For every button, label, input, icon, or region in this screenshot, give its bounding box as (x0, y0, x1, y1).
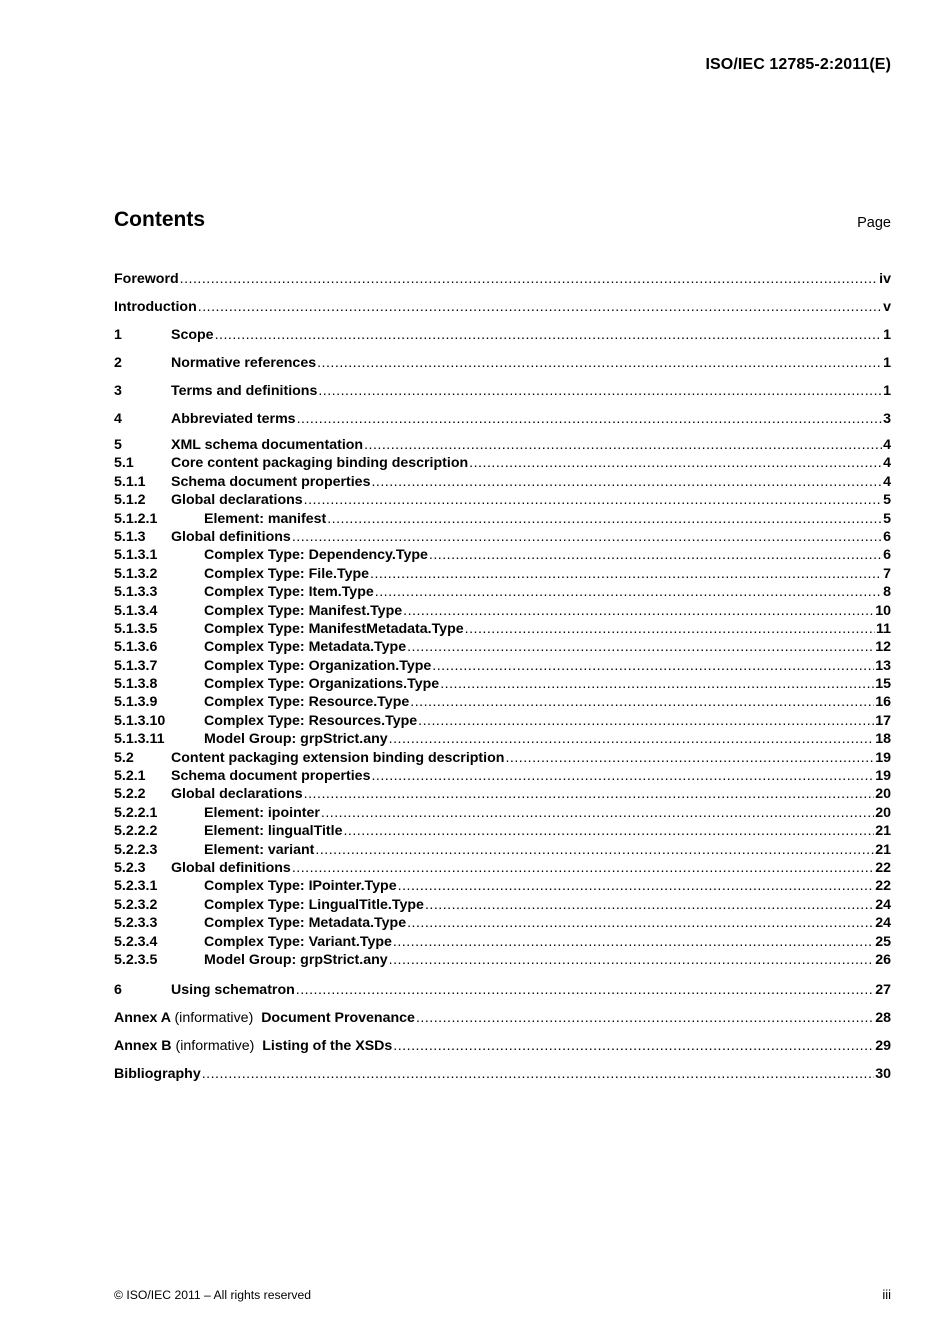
toc-entry[interactable] (114, 914, 891, 932)
toc-entry-title: Bibliography (114, 1065, 201, 1082)
toc-entry-page: 27 (875, 981, 891, 998)
toc-entry-page: 8 (883, 584, 891, 601)
toc-entry-number: 5.1 (114, 455, 134, 472)
dot-leader (375, 583, 882, 601)
toc-entry-page: 6 (883, 547, 891, 564)
dot-leader (296, 979, 874, 1001)
toc-entry-page: 4 (883, 473, 891, 490)
dot-leader (202, 1063, 875, 1085)
toc-entry-page: 28 (875, 1009, 891, 1026)
toc-entry-number: 5.1.3.8 (114, 676, 158, 693)
toc-entry[interactable] (114, 896, 891, 914)
toc-entry[interactable] (114, 767, 891, 785)
toc-entry-page: 20 (875, 804, 891, 821)
toc-entry-number: 5.2.3.5 (114, 951, 158, 968)
annex-informative-label: (informative) (174, 1009, 254, 1026)
toc-entry-title: Element: manifest (204, 510, 327, 527)
toc-entry-title: Model Group: grpStrict.any (204, 731, 388, 748)
toc-entry-page: 11 (876, 620, 891, 637)
dot-leader (371, 473, 882, 491)
toc-entry-page: 5 (883, 492, 891, 509)
toc-entry-page: 16 (875, 694, 891, 711)
annex-label: Annex A (114, 1009, 171, 1026)
toc-entry-number: 5.2.2 (114, 786, 146, 803)
toc-entry-title: Complex Type: Organizations.Type (204, 676, 440, 693)
toc-entry-page: 17 (875, 712, 891, 729)
toc-entry-number: 5.2 (114, 749, 134, 766)
toc-entry-title (114, 1035, 392, 1057)
dot-leader (371, 767, 874, 785)
toc-entry-title: Schema document properties (171, 473, 371, 490)
toc-entry[interactable] (114, 473, 891, 491)
toc-entry-page: 1 (883, 355, 891, 371)
toc-entry-title: Global definitions (171, 528, 291, 545)
toc-entry-title: Element: lingualTitle (204, 823, 343, 840)
toc-entry-page: iv (879, 271, 891, 287)
copyright-notice: © ISO/IEC 2011 – All rights reserved (114, 1288, 312, 1302)
toc-entry-number: 5.2.3 (114, 859, 146, 876)
toc-entry-title: Complex Type: Resources.Type (204, 712, 418, 729)
toc-entry-page: 13 (875, 657, 891, 674)
dot-leader (432, 657, 874, 675)
dot-leader (198, 296, 882, 318)
toc-entry-page: 24 (875, 915, 891, 932)
toc-entry[interactable] (114, 565, 891, 583)
toc-entry[interactable] (114, 546, 891, 564)
toc-entry-title: Complex Type: File.Type (204, 565, 370, 582)
toc-entry-number: 1 (114, 327, 122, 343)
toc-entry-number: 5.1.3.5 (114, 620, 158, 637)
toc-entry-page: 19 (875, 749, 891, 766)
toc-entry[interactable] (114, 408, 891, 436)
toc-entry-page: 24 (875, 896, 891, 913)
toc-entry[interactable] (114, 730, 891, 748)
toc-entry-title: Complex Type: IPointer.Type (204, 878, 397, 895)
toc-entry[interactable] (114, 296, 891, 324)
toc-entry-number: 5.2.1 (114, 768, 146, 785)
dot-leader (292, 859, 874, 877)
dot-leader (389, 951, 875, 969)
toc-entry[interactable] (114, 528, 891, 546)
dot-leader (304, 491, 882, 509)
toc-entry[interactable] (114, 951, 891, 979)
toc-entry-number: 5.1.3.4 (114, 602, 158, 619)
dot-leader (469, 454, 882, 472)
toc-entry-page: 5 (883, 510, 891, 527)
toc-entry[interactable] (114, 352, 891, 380)
toc-entry-title: Complex Type: Metadata.Type (204, 639, 407, 656)
table-of-contents (114, 268, 891, 1091)
toc-entry-title: Global definitions (171, 859, 291, 876)
annex-title: Listing of the XSDs (262, 1037, 393, 1054)
toc-entry[interactable] (114, 693, 891, 711)
toc-entry-number: 5.2.3.1 (114, 878, 158, 895)
toc-entry[interactable] (114, 785, 891, 803)
toc-entry-page: 4 (883, 437, 891, 453)
toc-entry-title: Element: variant (204, 841, 315, 858)
dot-leader (416, 1007, 874, 1029)
toc-entry-title: Complex Type: ManifestMetadata.Type (204, 620, 464, 637)
dot-leader (403, 602, 874, 620)
toc-entry[interactable] (114, 380, 891, 408)
toc-entry-title: XML schema documentation (171, 437, 364, 453)
dot-leader (215, 324, 883, 346)
toc-entry-number: 6 (114, 981, 122, 998)
toc-entry-page: 3 (883, 411, 891, 427)
dot-leader (327, 510, 882, 528)
toc-entry-page: 15 (875, 676, 891, 693)
toc-entry-number: 5.1.2.1 (114, 510, 158, 527)
annex-informative-label: (informative) (175, 1037, 255, 1054)
toc-entry[interactable] (114, 1063, 891, 1091)
toc-entry[interactable] (114, 822, 891, 840)
toc-entry-title (114, 1007, 415, 1029)
toc-entry[interactable] (114, 510, 891, 528)
dot-leader (343, 822, 874, 840)
toc-entry-number: 5 (114, 437, 122, 453)
toc-entry[interactable] (114, 804, 891, 822)
toc-entry-page: 21 (875, 823, 891, 840)
toc-entry-title: Scope (171, 327, 214, 343)
toc-entry-title: Global declarations (171, 492, 303, 509)
toc-entry-number: 4 (114, 411, 122, 427)
dot-leader (321, 804, 874, 822)
dot-leader (180, 268, 879, 290)
dot-leader (292, 528, 882, 546)
toc-entry[interactable] (114, 638, 891, 656)
toc-entry-title: Complex Type: Resource.Type (204, 694, 410, 711)
toc-entry-number: 5.2.3.2 (114, 896, 158, 913)
dot-leader (505, 749, 874, 767)
dot-leader (410, 693, 874, 711)
toc-entry-title: Complex Type: Manifest.Type (204, 602, 403, 619)
toc-entry[interactable] (114, 749, 891, 767)
toc-entry-page: 6 (883, 528, 891, 545)
toc-entry-page: v (883, 299, 891, 315)
toc-entry-number: 5.1.3.1 (114, 547, 158, 564)
toc-entry[interactable] (114, 859, 891, 877)
toc-entry[interactable] (114, 712, 891, 730)
toc-entry-page: 1 (883, 327, 891, 343)
dot-leader (318, 380, 882, 402)
toc-entry-title: Normative references (171, 355, 317, 371)
dot-leader (398, 877, 875, 895)
page-column-label: Page (857, 215, 891, 231)
page-number: iii (882, 1287, 891, 1302)
toc-entry-title: Complex Type: LingualTitle.Type (204, 896, 424, 913)
contents-title: Contents (114, 208, 205, 231)
toc-entry-page: 30 (875, 1065, 891, 1082)
toc-entry[interactable] (114, 602, 891, 620)
toc-entry-number: 5.1.3 (114, 528, 146, 545)
dot-leader (425, 896, 874, 914)
toc-entry[interactable] (114, 436, 891, 454)
toc-entry-page: 25 (875, 933, 891, 950)
toc-entry-number: 5.1.3.7 (114, 657, 158, 674)
toc-entry-title: Model Group: grpStrict.any (204, 951, 388, 968)
dot-leader (407, 638, 874, 656)
toc-entry-title: Abbreviated terms (171, 411, 296, 427)
toc-entry-number: 2 (114, 355, 122, 371)
toc-entry-title: Complex Type: Item.Type (204, 584, 374, 601)
toc-entry[interactable] (114, 1035, 891, 1063)
dot-leader (393, 1035, 874, 1057)
annex-title: Document Provenance (261, 1009, 415, 1026)
document-identifier: ISO/IEC 12785-2:2011(E) (705, 56, 891, 73)
dot-leader (389, 730, 875, 748)
toc-entry[interactable] (114, 933, 891, 951)
toc-entry-title: Complex Type: Organization.Type (204, 657, 432, 674)
toc-entry-title: Schema document properties (171, 768, 371, 785)
dot-leader (364, 436, 882, 454)
dot-leader (315, 841, 874, 859)
toc-entry-title: Introduction (114, 299, 197, 315)
toc-entry-title: Content packaging extension binding description (171, 749, 505, 766)
toc-entry[interactable] (114, 1007, 891, 1035)
toc-entry-number: 5.2.2.1 (114, 804, 158, 821)
toc-entry-number: 5.2.3.4 (114, 933, 158, 950)
toc-entry-page: 26 (875, 951, 891, 968)
toc-entry[interactable] (114, 268, 891, 296)
toc-entry-title: Complex Type: Variant.Type (204, 933, 392, 950)
toc-entry-page: 29 (875, 1037, 891, 1054)
dot-leader (304, 785, 875, 803)
toc-entry-number: 5.1.3.2 (114, 565, 158, 582)
toc-entry-number: 5.2.2.3 (114, 841, 158, 858)
toc-entry-title: Global declarations (171, 786, 303, 803)
toc-entry-number: 3 (114, 383, 122, 399)
toc-entry-title: Using schematron (171, 981, 295, 998)
dot-leader (429, 546, 882, 564)
toc-entry-number: 5.2.3.3 (114, 915, 158, 932)
toc-entry-page: 22 (875, 859, 891, 876)
contents-header (114, 208, 891, 238)
toc-entry[interactable] (114, 675, 891, 693)
toc-entry-number: 5.1.2 (114, 492, 146, 509)
dot-leader (297, 408, 883, 430)
toc-entry-number: 5.1.3.10 (114, 712, 166, 729)
dot-leader (407, 914, 874, 932)
toc-entry-number: 5.1.1 (114, 473, 146, 490)
toc-entry-number: 5.1.3.9 (114, 694, 158, 711)
dot-leader (440, 675, 874, 693)
toc-entry[interactable] (114, 324, 891, 352)
dot-leader (370, 565, 882, 583)
toc-entry[interactable] (114, 877, 891, 895)
toc-entry-number: 5.2.2.2 (114, 823, 158, 840)
toc-entry-number: 5.1.3.3 (114, 584, 158, 601)
toc-entry[interactable] (114, 841, 891, 859)
dot-leader (418, 712, 874, 730)
toc-entry-page: 19 (875, 768, 891, 785)
toc-entry-title: Foreword (114, 271, 179, 287)
toc-entry-title: Element: ipointer (204, 804, 320, 821)
toc-entry-title: Complex Type: Dependency.Type (204, 547, 428, 564)
toc-entry[interactable] (114, 620, 891, 638)
toc-entry-title: Complex Type: Metadata.Type (204, 915, 407, 932)
dot-leader (393, 933, 874, 951)
toc-entry[interactable] (114, 583, 891, 601)
toc-entry[interactable] (114, 657, 891, 675)
toc-entry-title: Core content packaging binding description (171, 455, 469, 472)
toc-entry-page: 12 (875, 639, 891, 656)
toc-entry[interactable] (114, 491, 891, 509)
dot-leader (317, 352, 882, 374)
toc-entry-page: 4 (883, 455, 891, 472)
toc-entry-page: 10 (875, 602, 891, 619)
toc-entry[interactable] (114, 454, 891, 472)
toc-entry-page: 18 (875, 731, 891, 748)
toc-entry-page: 1 (883, 383, 891, 399)
toc-entry-page: 20 (875, 786, 891, 803)
toc-entry-title: Terms and definitions (171, 383, 318, 399)
toc-entry-number: 5.1.3.6 (114, 639, 158, 656)
toc-entry-page: 21 (875, 841, 891, 858)
annex-label: Annex B (114, 1037, 172, 1054)
toc-entry[interactable] (114, 979, 891, 1007)
toc-entry-page: 7 (883, 565, 891, 582)
toc-entry-page: 22 (875, 878, 891, 895)
dot-leader (465, 620, 875, 638)
toc-entry-number: 5.1.3.11 (114, 731, 165, 748)
